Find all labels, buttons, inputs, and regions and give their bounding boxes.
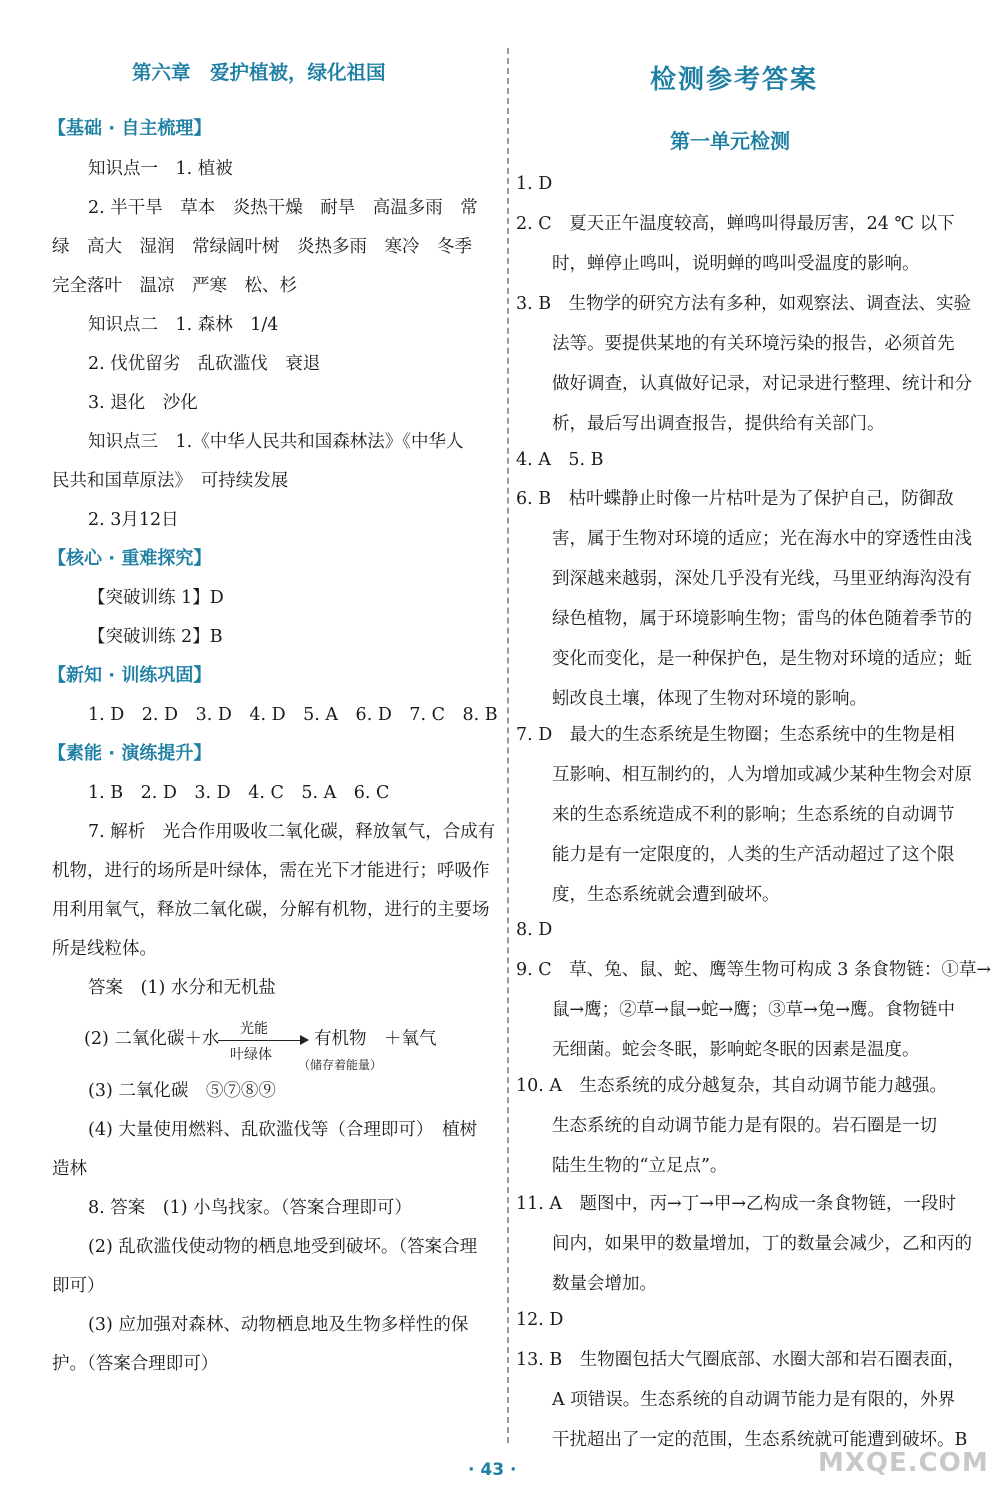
answer-line: 13. B 生物圈包括大气圈底部、水圈大部和岩石圈表面，: [516, 1350, 965, 1370]
answer-line: 生态系统的自动调节能力是有限的。岩石圈是一切: [552, 1116, 937, 1136]
text-line: 民共和国草原法》 可持续发展: [52, 471, 289, 491]
answer-line: 12. D: [516, 1310, 564, 1330]
answer-line: 陆生生物的“立足点”。: [552, 1156, 728, 1176]
answer-line: 干扰超出了一定的范围，生态系统就可能遭到破坏。B: [552, 1430, 968, 1450]
equation-reactants: (2) 二氧化碳＋水: [84, 1029, 220, 1049]
text-line: 护。（答案合理即可）: [52, 1354, 219, 1374]
text-line: 1. D 2. D 3. D 4. D 5. A 6. D 7. C 8. B: [88, 705, 498, 725]
text-line: 3. 退化 沙化: [88, 393, 198, 413]
text-line: (3) 二氧化碳 ⑤⑦⑧⑨: [88, 1081, 276, 1101]
text-line: 2. 半干旱 草本 炎热干燥 耐旱 高温多雨 常: [88, 198, 478, 218]
answer-line: A 项错误。生态系统的自动调节能力是有限的，外界: [552, 1390, 956, 1410]
column-divider: [507, 48, 509, 1443]
answer-line: 2. C 夏天正午温度较高，蝉鸣叫得最厉害，24 ℃ 以下: [516, 214, 955, 234]
chapter-title: 第六章 爱护植被，绿化祖国: [132, 61, 386, 84]
page-number: · 43 ·: [468, 1460, 517, 1480]
text-line: 8. 答案 (1) 小鸟找家。（答案合理即可）: [88, 1198, 412, 1218]
section-core: 【核心 · 重难探究】: [48, 548, 212, 569]
answer-line: 法等。要提供某地的有关环境污染的报告，必须首先: [552, 334, 955, 354]
answer-line: 8. D: [516, 920, 553, 940]
section-new: 【新知 · 训练巩固】: [48, 665, 212, 686]
text-line: (3) 应加强对森林、动物栖息地及生物多样性的保: [88, 1315, 469, 1335]
text-line: 即可）: [52, 1276, 105, 1296]
answer-line: 数量会增加。: [552, 1274, 657, 1294]
text-line: 1. B 2. D 3. D 4. C 5. A 6. C: [88, 783, 390, 803]
answer-line: 7. D 最大的生态系统是生物圈；生态系统中的生物是相: [516, 725, 955, 745]
equation-note: （储存着能量）: [298, 1058, 383, 1072]
text-line: 完全落叶 温凉 严寒 松、杉: [52, 276, 297, 296]
answer-line: 6. B 枯叶蝶静止时像一片枯叶是为了保护自己，防御敌: [516, 489, 954, 509]
answer-line: 害，属于生物对环境的适应；光在海水中的穿透性由浅: [552, 529, 972, 549]
text-line: 2. 伐优留劣 乱砍滥伐 衰退: [88, 354, 321, 374]
text-line: 2. 3月12日: [88, 510, 179, 530]
answer-line: 析，最后写出调查报告，提供给有关部门。: [552, 414, 885, 434]
answer-line: 度，生态系统就会遭到破坏。: [552, 885, 780, 905]
equation-condition-top: 光能: [240, 1021, 268, 1037]
text-line: 所是线粒体。: [52, 939, 157, 959]
answer-line: 10. A 生态系统的成分越复杂，其自动调节能力越强。: [516, 1076, 948, 1096]
photosynthesis-equation: [84, 1020, 504, 1072]
text-line: 造林: [52, 1159, 87, 1179]
section-basic: 【基础 · 自主梳理】: [48, 118, 212, 139]
arrow-head-icon: [300, 1035, 309, 1045]
answer-line: 无细菌。蛇会冬眠，影响蛇冬眠的因素是温度。: [552, 1040, 920, 1060]
text-line: (2) 乱砍滥伐使动物的栖息地受到破坏。（答案合理: [88, 1237, 478, 1257]
text-line: 用利用氧气，释放二氧化碳，分解有机物，进行的主要场: [52, 900, 490, 920]
answer-line: 间内，如果甲的数量增加，丁的数量会减少，乙和丙的: [552, 1234, 972, 1254]
answer-line: 3. B 生物学的研究方法有多种，如观察法、调查法、实验: [516, 294, 972, 314]
text-line: 【突破训练 2】B: [88, 627, 223, 647]
answer-line: 能力是有一定限度的，人类的生产活动超过了这个限: [552, 845, 955, 865]
answer-line: 9. C 草、兔、鼠、蛇、鹰等生物可构成 3 条食物链：①草→: [516, 960, 992, 980]
answer-line: 互影响、相互制约的，人为增加或减少某种生物会对原: [552, 765, 972, 785]
answer-line: 到深越来越弱，深处几乎没有光线，马里亚纳海沟没有: [552, 569, 972, 589]
answer-line: 4. A 5. B: [516, 450, 604, 470]
answer-line: 来的生态系统造成不利的影响；生态系统的自动调节: [552, 805, 955, 825]
answer-line: 时，蝉停止鸣叫，说明蝉的鸣叫受温度的影响。: [552, 254, 920, 274]
answer-line: 绿色植物，属于环境影响生物；雷鸟的体色随着季节的: [552, 609, 972, 629]
answer-line: 1. D: [516, 174, 553, 194]
text-line: 机物，进行的场所是叶绿体，需在光下才能进行；呼吸作: [52, 861, 490, 881]
text-line: 7. 解析 光合作用吸收二氧化碳，释放氧气，合成有: [88, 822, 496, 842]
text-line: 答案 (1) 水分和无机盐: [88, 978, 276, 998]
main-title: 检测参考答案: [650, 65, 819, 95]
text-line: 知识点三 1.《中华人民共和国森林法》《中华人: [88, 432, 464, 452]
equation-arrow: [218, 1040, 304, 1041]
text-line: (4) 大量使用燃料、乱砍滥伐等（合理即可） 植树: [88, 1120, 478, 1140]
answer-line: 鼠→鹰；②草→鼠→蛇→鹰；③草→兔→鹰。食物链中: [552, 1000, 955, 1020]
answer-line: 做好调查，认真做好记录，对记录进行整理、统计和分: [552, 374, 972, 394]
text-line: 【突破训练 1】D: [88, 588, 224, 608]
equation-condition-bottom: 叶绿体: [230, 1047, 272, 1063]
text-line: 知识点二 1. 森林 1/4: [88, 315, 279, 335]
answer-line: 11. A 题图中，丙→丁→甲→乙构成一条食物链，一段时: [516, 1194, 957, 1214]
equation-products: 有机物 ＋氧气: [314, 1029, 437, 1049]
answer-line: 变化而变化，是一种保护色，是生物对环境的适应；蚯: [552, 649, 972, 669]
unit-title: 第一单元检测: [670, 129, 790, 153]
watermark-logo: MXQE.COM: [818, 1448, 989, 1478]
text-line: 知识点一 1. 植被: [88, 159, 233, 179]
answer-line: 蚓改良土壤，体现了生物对环境的影响。: [552, 689, 867, 709]
section-ability: 【素能 · 演练提升】: [48, 743, 212, 764]
text-line: 绿 高大 湿润 常绿阔叶树 炎热多雨 寒冷 冬季: [52, 237, 472, 257]
